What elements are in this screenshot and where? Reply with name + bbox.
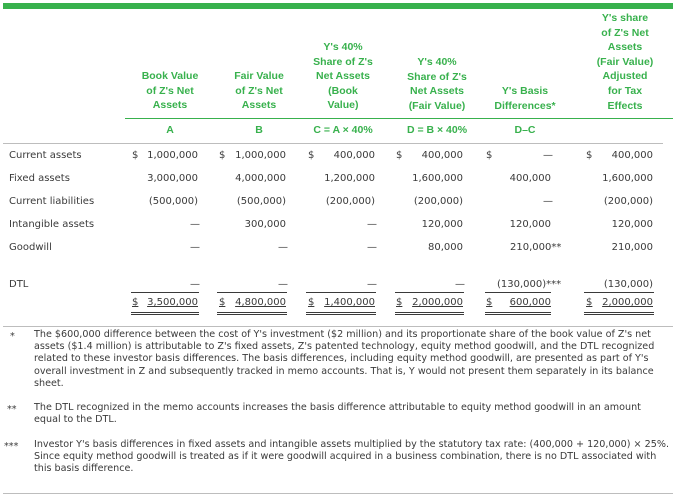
table-cell: 1,600,000 — [602, 173, 653, 184]
table-cell: 80,000 — [428, 242, 463, 253]
table-cell: (130,000)*** — [497, 279, 562, 290]
formula-c: C = A × 40% — [313, 124, 373, 136]
note-marker: ** — [7, 404, 17, 415]
total-double-underline — [395, 314, 464, 315]
subtotal-underline — [485, 292, 551, 293]
currency-symbol: $ — [308, 297, 315, 308]
currency-symbol: $ — [308, 150, 315, 161]
header-line: Fair Value — [234, 70, 284, 82]
note-text: Investor Y's basis differences in fixed assets and intangible assets multiplied by the statutory tax rate: (400,000 + 120,000) × 25%. Since equity method goodwill is treated as if it were goodwill acquired in a business combination, there is no DTL associated with this basis difference. — [34, 439, 670, 475]
currency-symbol: $ — [486, 297, 493, 308]
total-double-underline — [217, 314, 287, 315]
header-line: Share of Z's — [313, 55, 373, 68]
page-bottom-rule — [3, 493, 673, 494]
total-double-underline — [306, 314, 376, 315]
table-cell: 1,200,000 — [324, 173, 375, 184]
table-top-rule — [3, 143, 663, 144]
table-cell: 210,000 — [611, 242, 653, 253]
header-line: (Book — [328, 84, 358, 97]
table-cell: 1,600,000 — [412, 173, 463, 184]
header-line: Effects — [607, 99, 643, 112]
table-cell: 300,000 — [244, 219, 286, 230]
subtotal-underline — [306, 292, 376, 293]
total-cell: 600,000 — [509, 297, 551, 308]
top-accent-bar — [3, 3, 673, 9]
table-cell: — — [367, 242, 377, 253]
row-label: Goodwill — [9, 242, 52, 253]
table-cell: 400,000 — [509, 173, 551, 184]
table-cell: — — [543, 150, 553, 161]
note-text: The $600,000 difference between the cost of Y's investment ($2 million) and its proportionate share of the book value of Z's net assets ($1.4 million) is attributable to Z's fixed assets, Z's patented technology, equity method goodwill, and the DTL recognized related to these investor basis differences. The basis differences, including equity method goodwill, are presented as part of Y's overall investment in Z and subsequently tracked in memo accounts. That is, Y would not present them separately in its balance sheet. — [34, 329, 655, 389]
header-line: Y's Basis — [501, 85, 549, 97]
header-line: Share of Z's — [407, 70, 467, 83]
header-basis-differences — [480, 84, 570, 113]
currency-symbol: $ — [219, 150, 226, 161]
header-line: (Fair Value) — [408, 99, 466, 112]
currency-symbol: $ — [396, 297, 403, 308]
total-double-underline — [485, 314, 551, 315]
header-line: Y's share — [601, 12, 649, 24]
total-cell: 2,000,000 — [412, 297, 463, 308]
table-cell: — — [190, 242, 200, 253]
currency-symbol: $ — [586, 297, 593, 308]
header-line: of Z's Net — [601, 26, 649, 39]
header-line: for Tax — [607, 84, 643, 97]
row-label: Fixed assets — [9, 173, 70, 184]
table-cell: (200,000) — [325, 196, 375, 207]
header-line: Value) — [327, 99, 359, 112]
currency-symbol: $ — [132, 150, 139, 161]
header-line: of Z's Net — [235, 84, 283, 97]
table-cell: 400,000 — [611, 150, 653, 161]
total-cell: 2,000,000 — [602, 297, 653, 308]
total-cell: 1,400,000 — [324, 297, 375, 308]
note-text: The DTL recognized in the memo accounts increases the basis difference attributable to equity method goodwill in an amount equal to the DTL. — [34, 402, 641, 426]
row-label: Intangible assets — [9, 219, 95, 230]
total-double-underline — [584, 314, 654, 315]
note-marker: *** — [4, 441, 19, 452]
table-cell: (200,000) — [413, 196, 463, 207]
table-cell: — — [190, 279, 200, 290]
header-line: Net Assets — [410, 85, 464, 98]
currency-symbol: $ — [396, 150, 403, 161]
total-double-underline — [485, 312, 551, 313]
header-line: Net Assets — [316, 70, 370, 83]
subtotal-underline — [217, 292, 287, 293]
header-book-value — [130, 69, 210, 113]
table-cell: 1,000,000 — [235, 150, 286, 161]
total-double-underline — [395, 312, 464, 313]
row-label: Current liabilities — [9, 196, 95, 207]
table-cell: — — [278, 242, 288, 253]
table-cell: 120,000 — [509, 219, 551, 230]
table-cell: 3,000,000 — [147, 173, 198, 184]
table-cell: 210,000** — [510, 242, 562, 253]
header-line: Y's 40% — [417, 56, 457, 68]
table-cell: (500,000) — [236, 196, 286, 207]
table-cell: (130,000) — [603, 279, 653, 290]
header-line: Book Value — [141, 70, 199, 82]
header-line: Assets — [241, 99, 277, 112]
table-cell: 400,000 — [421, 150, 463, 161]
currency-symbol: $ — [486, 150, 493, 161]
table-cell: 1,000,000 — [147, 150, 198, 161]
header-rule — [125, 118, 673, 119]
table-cell: — — [543, 196, 553, 207]
header-line: Adjusted — [602, 70, 648, 83]
header-fair-value — [219, 69, 299, 113]
table-cell: (500,000) — [148, 196, 198, 207]
total-cell: 4,800,000 — [235, 297, 286, 308]
header-share-fair — [395, 55, 479, 113]
currency-symbol: $ — [586, 150, 593, 161]
table-cell: 120,000 — [421, 219, 463, 230]
formula-b: B — [255, 124, 263, 136]
header-share-book — [301, 40, 385, 113]
row-label: Current assets — [9, 150, 82, 161]
header-line: Assets — [607, 41, 643, 54]
table-cell: 4,000,000 — [235, 173, 286, 184]
table-cell: 120,000 — [611, 219, 653, 230]
table-cell: — — [367, 279, 377, 290]
currency-symbol: $ — [132, 297, 139, 308]
subtotal-underline — [131, 292, 199, 293]
note-marker: * — [10, 331, 15, 342]
table-cell: — — [367, 219, 377, 230]
header-line: (Fair Value) — [596, 55, 654, 68]
header-line: Assets — [152, 99, 188, 112]
formula-a: A — [166, 124, 174, 136]
table-cell: — — [455, 279, 465, 290]
formula-e: D–C — [514, 124, 536, 136]
header-adjusted-tax — [582, 11, 668, 113]
total-double-underline — [131, 314, 199, 315]
table-cell: — — [278, 279, 288, 290]
row-label: DTL — [9, 279, 29, 290]
total-cell: 3,500,000 — [147, 297, 198, 308]
header-line: Differences* — [494, 99, 556, 112]
total-double-underline — [584, 312, 654, 313]
header-line: Y's 40% — [323, 41, 363, 53]
total-double-underline — [217, 312, 287, 313]
table-cell: (200,000) — [603, 196, 653, 207]
header-line: of Z's Net — [146, 84, 194, 97]
formula-d: D = B × 40% — [406, 124, 468, 136]
total-double-underline — [131, 312, 199, 313]
subtotal-underline — [395, 292, 464, 293]
subtotal-underline — [584, 292, 654, 293]
table-cell: 400,000 — [333, 150, 375, 161]
table-bottom-rule — [3, 326, 673, 327]
total-double-underline — [306, 312, 376, 313]
currency-symbol: $ — [219, 297, 226, 308]
table-cell: — — [190, 219, 200, 230]
